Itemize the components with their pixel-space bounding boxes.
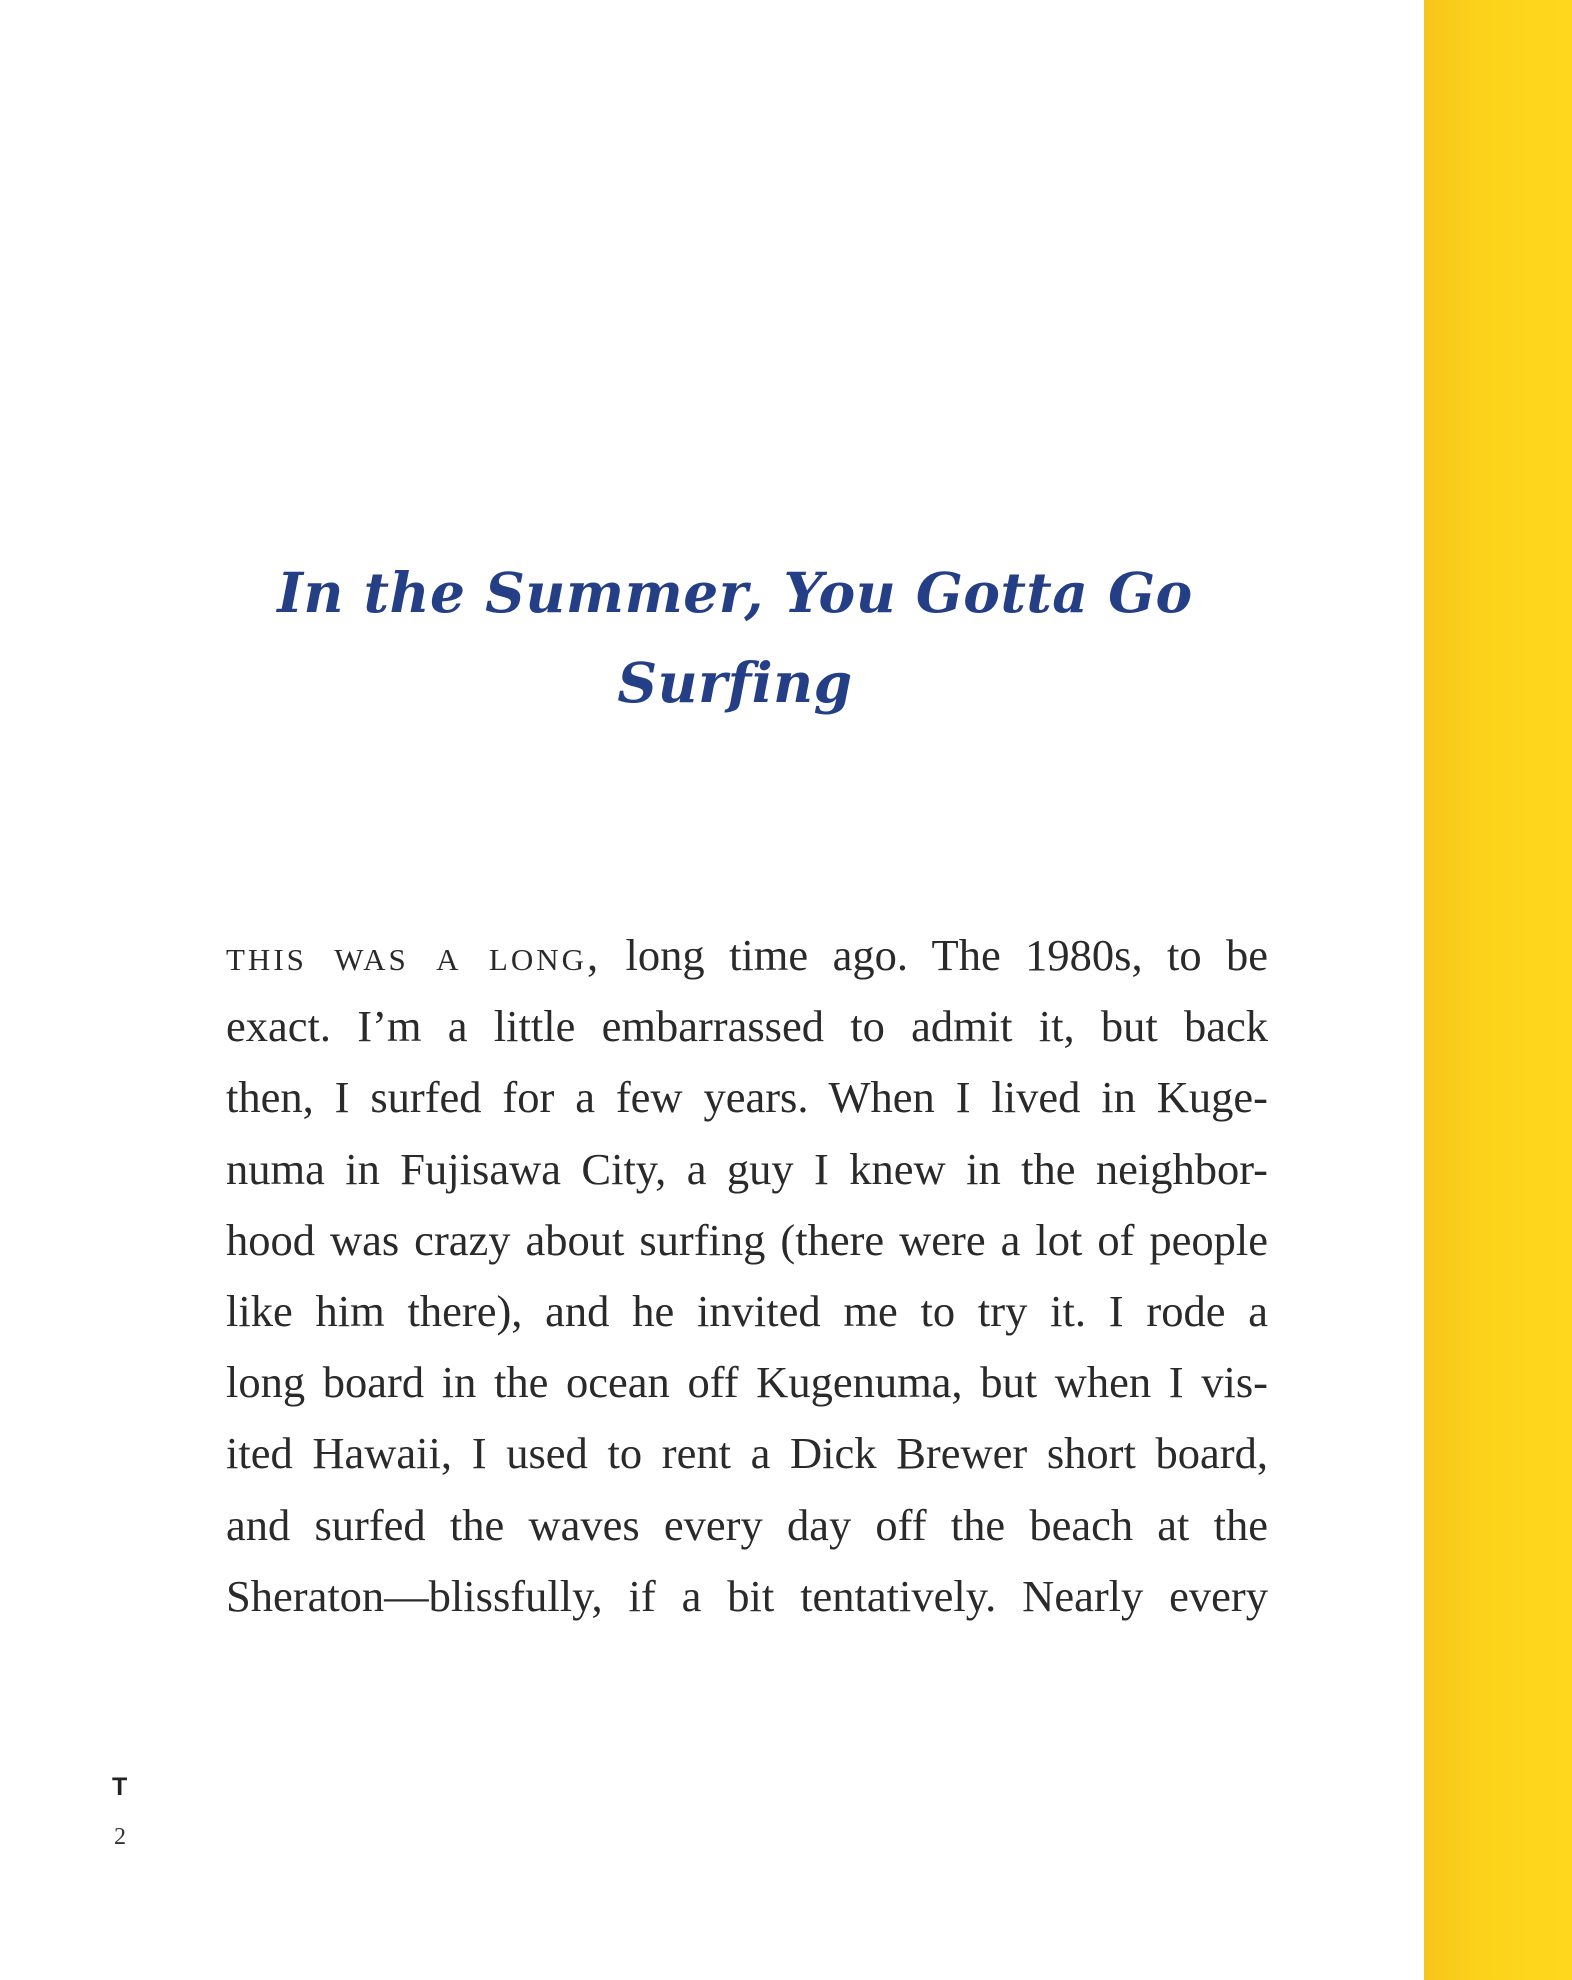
- body-line-3: then, I surfed for a few years. When I lived in Kuge-: [226, 1072, 1268, 1123]
- chapter-title: In the Summer, You Gotta Go Surfing: [277, 560, 1193, 715]
- opening-smallcaps: this was a long,: [226, 930, 602, 980]
- page-number: 2: [114, 1824, 126, 1850]
- body-line-1: [226, 920, 1268, 991]
- body-line-9: and surfed the waves every day off the beach at the: [226, 1499, 1268, 1550]
- body-line-6: like him there), and he invited me to try it. I rode a: [226, 1286, 1268, 1337]
- body-line-4: numa in Fujisawa City, a guy I knew in the neighbor-: [226, 1143, 1268, 1194]
- body-line-10: Sheraton—blissfully, if a bit tentatively. Nearly every: [226, 1570, 1268, 1621]
- body-text: [226, 920, 1268, 1632]
- yellow-edge-band: [1424, 0, 1572, 1980]
- body-line-2: exact. I’m a little embarrassed to admit it, but back: [226, 1001, 1268, 1052]
- running-mark: T: [112, 1773, 128, 1801]
- body-line-5: hood was crazy about surfing (there were a lot of people: [226, 1214, 1268, 1265]
- body-line-8: ited Hawaii, I used to rent a Dick Brewer short board,: [226, 1428, 1268, 1479]
- body-line-7: long board in the ocean off Kugenuma, but when I vis-: [226, 1357, 1268, 1408]
- body-line-1-rest: long time ago. The 1980s, to be: [601, 930, 1268, 980]
